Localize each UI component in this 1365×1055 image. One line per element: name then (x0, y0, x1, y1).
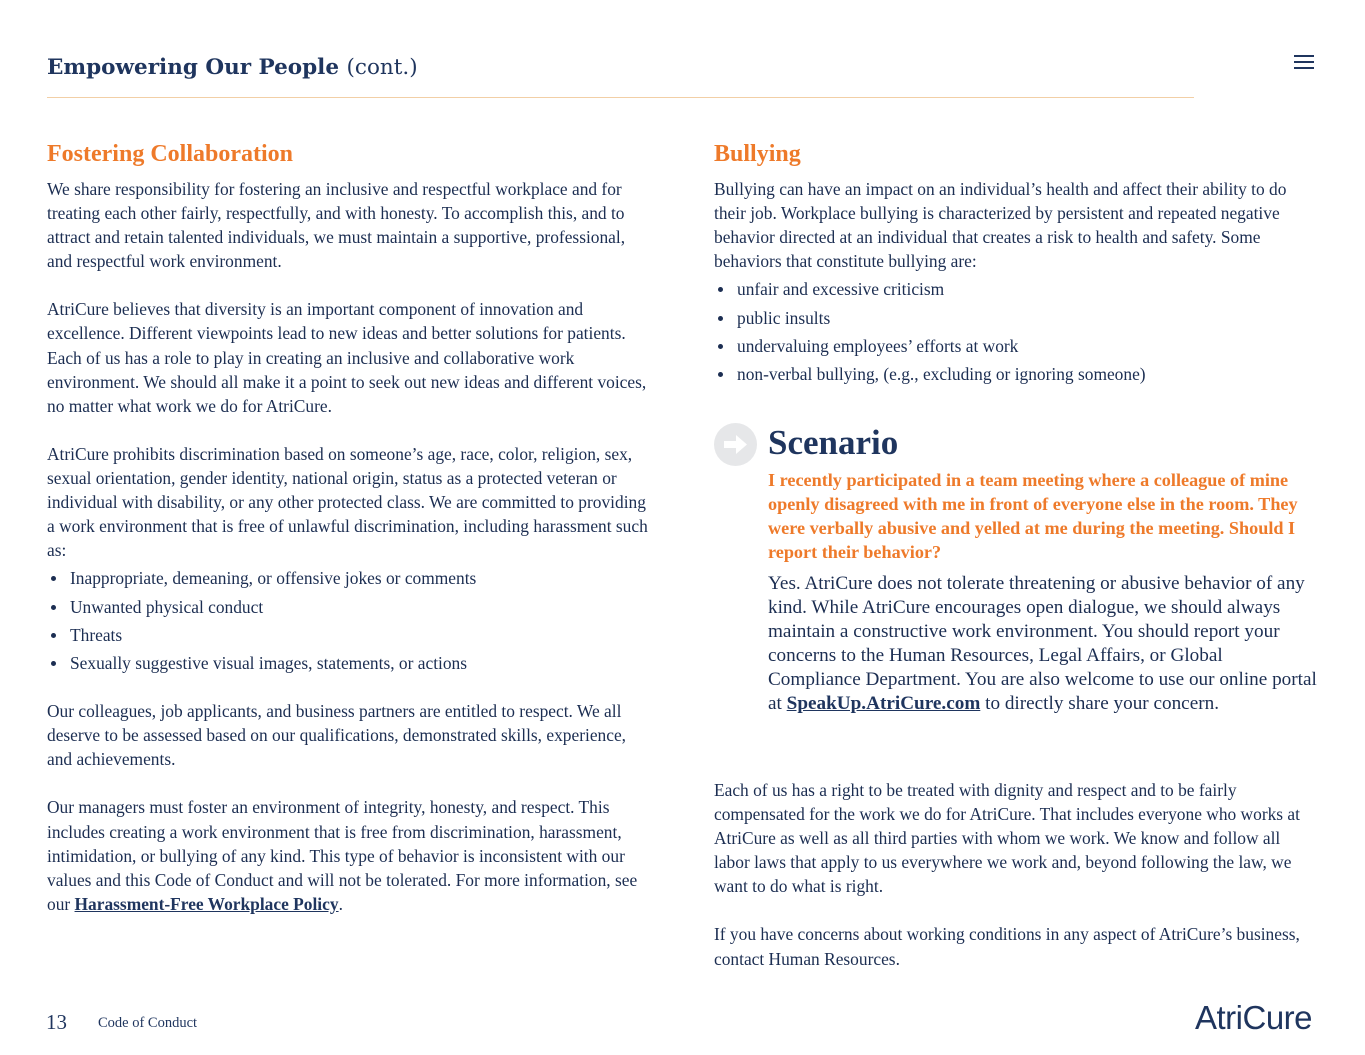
scenario-box (714, 422, 1324, 752)
paragraph-end: . (338, 893, 343, 914)
paragraph: If you have concerns about working conditions in any aspect of AtriCure’s business, contact Human Resources. (714, 924, 1300, 969)
section-heading-bullying: Bullying (714, 141, 801, 167)
scenario-answer-text: Yes. AtriCure does not tolerate threatening or abusive behavior of any kind. While AtriCure encourages open dialogue, we should always maintain a constructive work environment. You should report your concerns to the Human Resources, Legal Affairs, or Global Compliance Department. You are also welcome to use our online portal at (768, 573, 1317, 715)
paragraph: AtriCure believes that diversity is an important component of innovation and excellence. Different viewpoints lead to new ideas and better solutions for patients. Each of us has a role to play in creating an inclusive and collaborative work environment. We should all make it a point to seek out new ideas and different voices, no matter what work we do for AtriCure. (47, 299, 647, 416)
paragraph: We share responsibility for fostering an inclusive and respectful workplace and for treating each other fairly, respectfully, and with honesty. To accomplish this, and to attract and retain talented individuals, we must maintain a supportive, professional, and respectful work environment. (47, 179, 626, 272)
paragraph: Each of us has a right to be treated with dignity and respect and to be fairly compensated for the work we do for AtriCure. That includes everyone who works at AtriCure as well as all third parties with whom we work. We know and follow all labor laws that apply to us everywhere we work and, beyond following the law, we want to do what is right. (714, 780, 1300, 897)
footer-document-label: Code of Conduct (98, 1015, 198, 1031)
list-item: unfair and excessive criticism (714, 275, 1324, 303)
page-title-main: Empowering Our People (47, 55, 340, 80)
page-title-suffix: (cont.) (346, 55, 418, 80)
paragraph (47, 795, 653, 915)
paragraph: Our colleagues, job applicants, and business partners are entitled to respect. We all deserve to be assessed based on our qualifications, demonstrated skills, experience, and achievements. (47, 701, 627, 770)
paragraph: AtriCure prohibits discrimination based on someone’s age, race, color, religion, sex, sexual orientation, gender identity, national origin, status as a protected veteran or individual with disability, or any other protected class. We are committed to providing a work environment that is free of unlawful discrimination, including harassment such as: (47, 443, 648, 561)
right-column (714, 138, 1324, 388)
paragraph-text: Our managers must foster an environment of integrity, honesty, and respect. This includes creating a work environment that is free from discrimination, harassment, intimidation, or bullying of any kind. This type of behavior is inconsistent with our values and this Code of Conduct and will not be tolerated. For more information, see our (47, 797, 638, 914)
right-column-lower (714, 778, 1324, 971)
list-item: Unwanted physical conduct (47, 593, 657, 621)
list-item: Threats (47, 621, 657, 649)
scenario-title: Scenario (768, 423, 899, 462)
section-heading-fostering-collaboration: Fostering Collaboration (47, 141, 293, 167)
list-item: Sexually suggestive visual images, statements, or actions (47, 649, 657, 677)
header-divider (47, 97, 1194, 98)
list-item: non-verbal bullying, (e.g., excluding or ignoring someone) (714, 360, 1324, 388)
bullying-list (714, 275, 1324, 388)
arrow-right-circle-icon (714, 423, 757, 466)
scenario-question: I recently participated in a team meeting where a colleague of mine openly disagreed with me in front of everyone else in the room. They were verbally abusive and yelled at me during the meeting. Should I report their behavior? (768, 470, 1298, 563)
list-item: undervaluing employees’ efforts at work (714, 332, 1324, 360)
scenario-answer (768, 572, 1320, 717)
paragraph: Bullying can have an impact on an individual’s health and affect their ability to do their job. Workplace bullying is characterized by persistent and repeated negative behavior directed at an individual that creates a risk to health and safety. Some behaviors that constitute bullying are: (714, 179, 1287, 272)
page-number: 13 (46, 1010, 67, 1034)
page-title (47, 53, 418, 83)
atricure-logo: AtriCure (1195, 999, 1313, 1036)
speakup-portal-link[interactable]: SpeakUp.AtriCure.com (786, 693, 981, 715)
left-column (47, 138, 657, 916)
harassment-free-policy-link[interactable]: Harassment-Free Workplace Policy (74, 893, 339, 914)
harassment-list (47, 564, 657, 677)
scenario-answer-end: to directly share your concern. (980, 693, 1219, 715)
list-item: Inappropriate, demeaning, or offensive jokes or comments (47, 564, 657, 592)
hamburger-menu-icon[interactable] (1294, 54, 1314, 70)
list-item: public insults (714, 304, 1324, 332)
